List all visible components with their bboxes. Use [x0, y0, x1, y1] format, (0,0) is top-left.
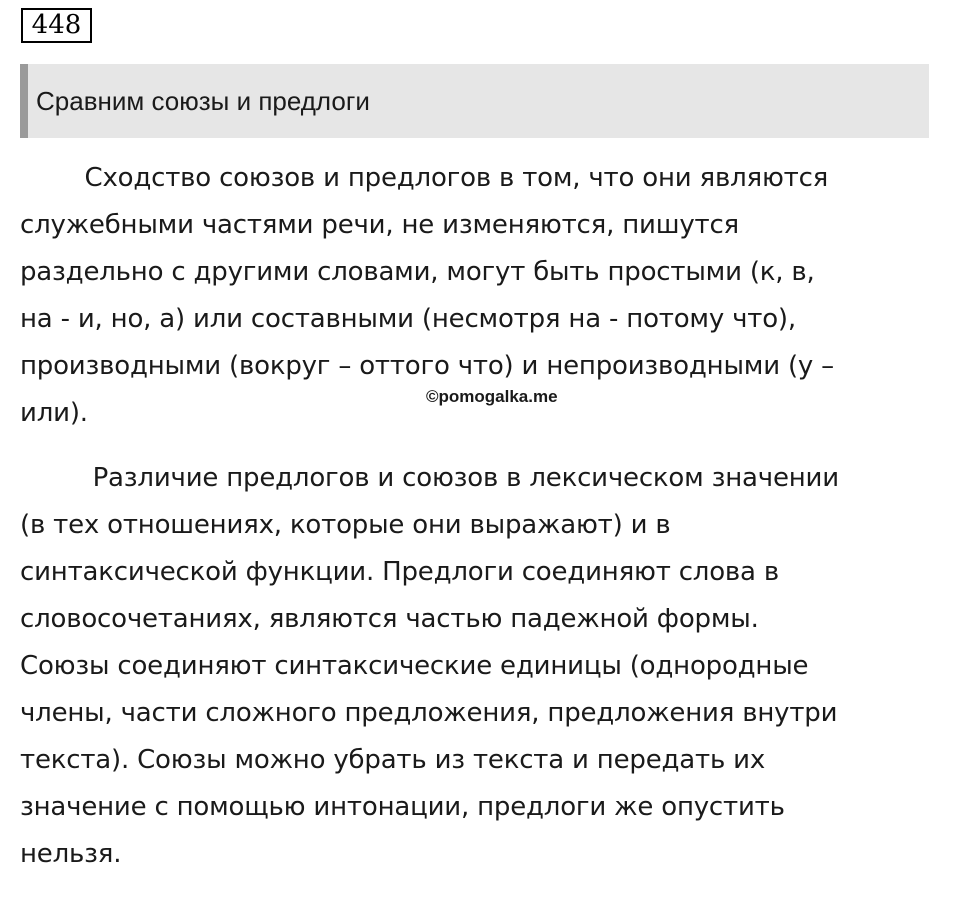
text-line: словосочетаниях, являются частью падежной формы. [20, 604, 759, 634]
text-line: или). [20, 398, 88, 428]
text-line: на - и, но, а) или составными (несмотря на - потому что), [20, 304, 796, 334]
exercise-number: 448 [21, 8, 92, 43]
text-line: синтаксической функции. Предлоги соединяют слова в [20, 557, 779, 587]
text-line: Различие предлогов и союзов в лексическом значении [20, 463, 839, 493]
text-line: текста). Союзы можно убрать из текста и передать их [20, 745, 766, 775]
text-line: значение с помощью интонации, предлоги же опустить [20, 792, 785, 822]
paragraph-difference [20, 455, 940, 878]
watermark: ©pomogalka.me [426, 387, 558, 406]
text-line: служебными частями речи, не изменяются, пишутся [20, 210, 739, 240]
text-line: Союзы соединяют синтаксические единицы (однородные [20, 651, 809, 681]
text-line: Сходство союзов и предлогов в том, что они являются [20, 163, 829, 193]
text-line: члены, части сложного предложения, предложения внутри [20, 698, 838, 728]
text-line: нельзя. [20, 839, 122, 869]
text-line: раздельно с другими словами, могут быть простыми (к, в, [20, 257, 815, 287]
text-line: производными (вокруг – оттого что) и непроизводными (у – [20, 351, 834, 381]
section-title: Сравним союзы и предлоги [36, 85, 370, 116]
section-header [20, 64, 929, 138]
text-line: (в тех отношениях, которые они выражают) и в [20, 510, 671, 540]
